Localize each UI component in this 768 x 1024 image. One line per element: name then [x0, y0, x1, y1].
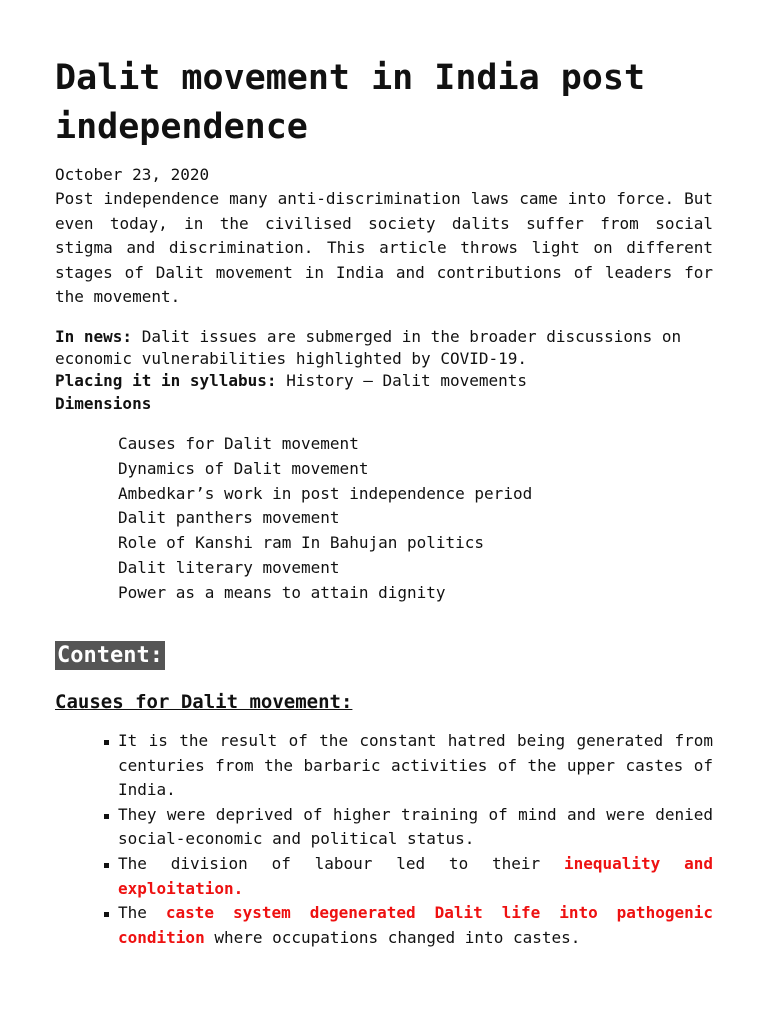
bullet-text-tail: where occupations changed into castes.	[204, 927, 581, 947]
bullet-icon	[104, 740, 109, 745]
publish-date: October 23, 2020	[55, 165, 210, 184]
section-heading: Causes for Dalit movement:	[55, 691, 353, 713]
list-item-text: Ambedkar’s work in post independence period	[118, 483, 533, 503]
in-news-paragraph	[55, 326, 713, 370]
syllabus-text: History – Dalit movements	[276, 371, 528, 390]
bullet-text: The	[118, 903, 166, 923]
syllabus-label: Placing it in syllabus:	[55, 371, 277, 390]
list-item	[55, 506, 532, 531]
highlight-text: inequality and exploitation.	[118, 853, 714, 898]
list-item	[55, 457, 532, 482]
in-news-text: Dalit issues are submerged in the broader discussions on economic vulnerabilities highlighted by COVID-19.	[55, 327, 682, 368]
list-item	[55, 556, 532, 581]
in-news-label: In news:	[55, 327, 133, 346]
list-item-text: Dalit literary movement	[118, 557, 340, 577]
dimensions-list	[55, 432, 532, 606]
list-item	[55, 531, 532, 556]
list-item-text: Role of Kanshi ram In Bahujan politics	[118, 533, 485, 553]
list-item	[55, 803, 713, 852]
list-item	[55, 482, 532, 507]
list-item	[55, 581, 532, 606]
highlight-text: caste system degenerated Dalit life into pathogenic condition	[118, 903, 713, 947]
dimensions-label: Dimensions	[55, 394, 152, 413]
list-item	[55, 901, 713, 950]
bullet-icon	[104, 814, 109, 819]
bullet-text: It is the result of the constant hatred being generated from centuries from the barbaric activities of the upper castes of India.	[118, 731, 713, 800]
list-item	[55, 852, 713, 901]
content-heading: Content:	[57, 643, 163, 668]
intro-paragraph: Post independence many anti-discrimination laws came into force. But even today, in the civilised society dalits suffer from social stigma and discrimination. This article throws light on different stages of Dalit movement in India and contributions of leaders for the movement.	[55, 189, 713, 306]
list-item-text: Dynamics of Dalit movement	[118, 458, 369, 478]
bullet-text: The division of labour led to their	[118, 853, 564, 873]
bullet-text: They were deprived of higher training of mind and were denied social-economic and political status.	[118, 804, 713, 849]
list-item	[55, 432, 532, 457]
syllabus-line	[55, 370, 713, 392]
page-title: Dalit movement in India post independence	[55, 58, 646, 147]
bullet-icon	[104, 912, 109, 917]
causes-list	[55, 729, 713, 950]
list-item-text: Causes for Dalit movement	[118, 434, 359, 453]
list-item	[55, 729, 713, 803]
bullet-icon	[104, 863, 109, 868]
list-item-text: Dalit panthers movement	[118, 508, 340, 528]
list-item-text: Power as a means to attain dignity	[118, 582, 446, 602]
